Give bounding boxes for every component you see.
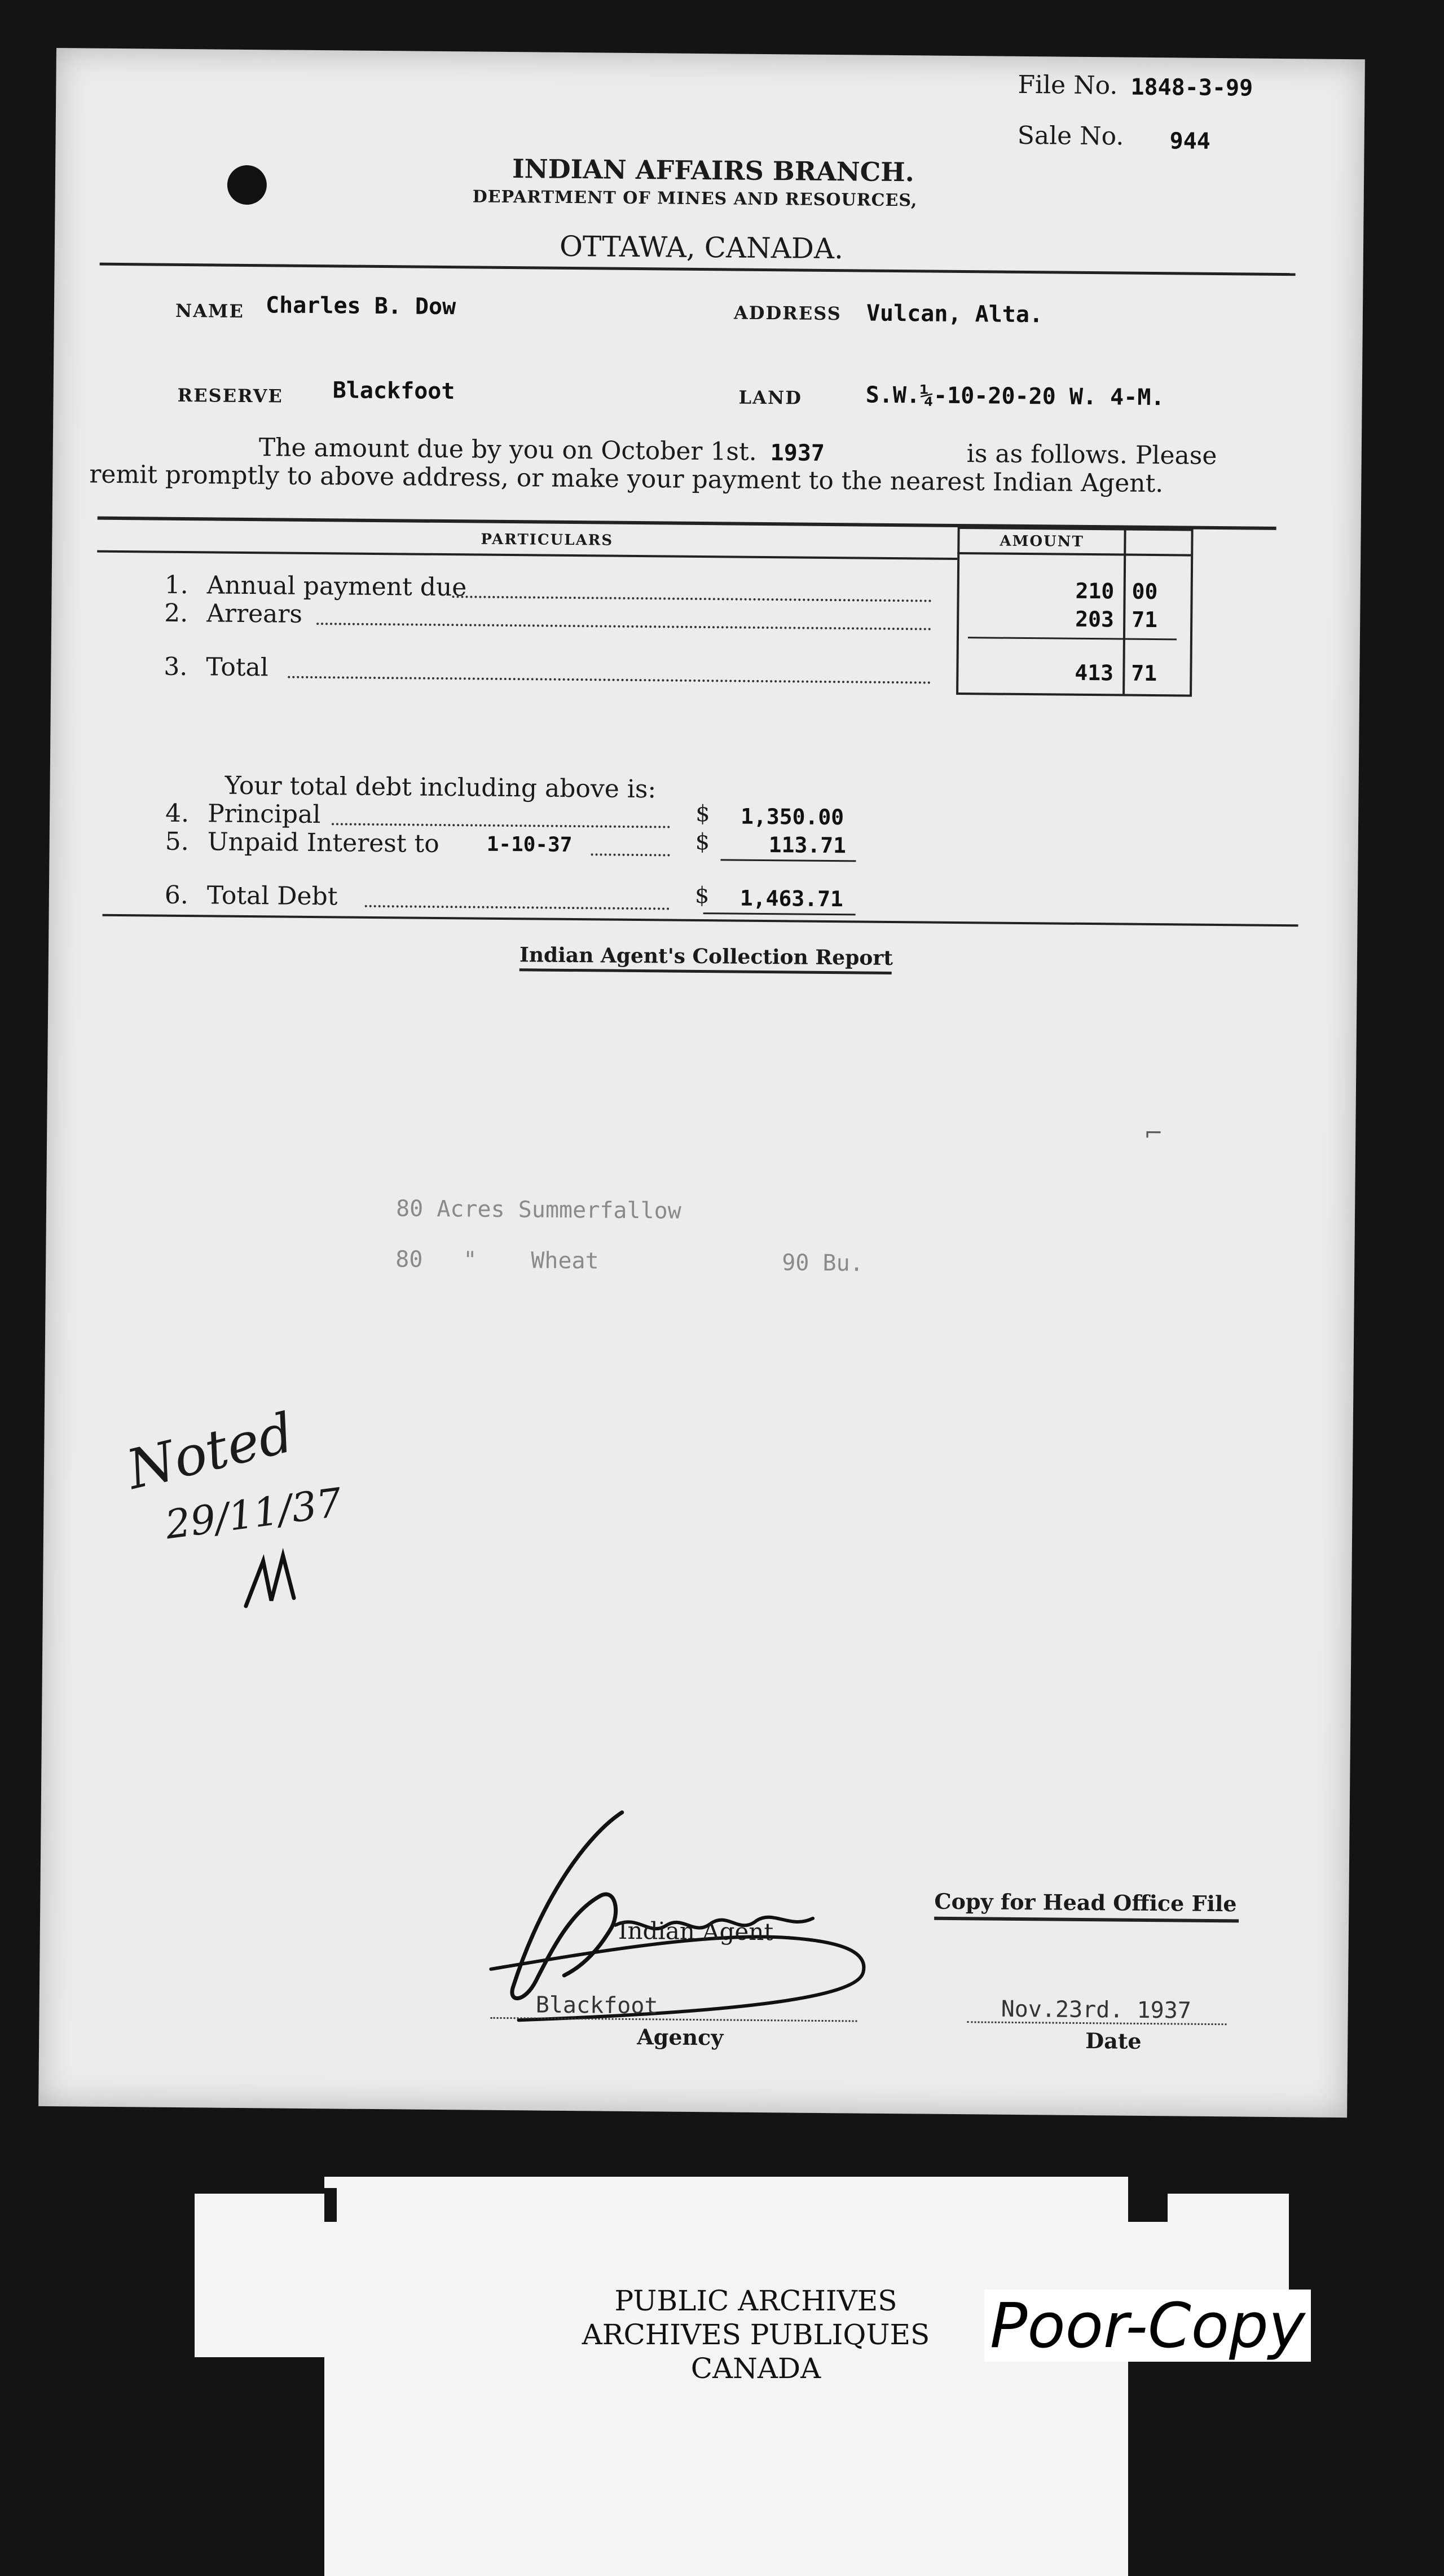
interest-label: Unpaid Interest to [207,827,439,858]
city-title: OTTAWA, CANADA. [559,230,844,266]
row-2-dollars: 203 [1075,606,1115,632]
collection-report-title: Indian Agent's Collection Report [519,943,893,971]
header-rule [100,263,1296,276]
punch-hole [227,165,267,205]
date-value: Nov.23rd. 1937 [1001,1996,1192,2024]
row-1-cents: 00 [1132,579,1158,605]
total-debt-leader [365,905,670,910]
archive-card-notch-right [1128,2188,1168,2222]
report-line-2-yield: 90 Bu. [782,1250,864,1277]
row-1-num: 1. [164,570,188,600]
land-label: LAND [738,386,803,409]
row-3-dollars: 413 [1075,660,1114,686]
reserve-label: RESERVE [177,384,283,407]
particulars-header: PARTICULARS [481,531,614,549]
interest-date: 1-10-37 [486,832,573,857]
total-debt-num: 6. [164,880,189,910]
principal-leader [332,823,670,828]
intro-line2: remit promptly to above address, or make your payment to the nearest Indian Agent. [89,460,1164,499]
interest-dollar: $ [695,828,710,855]
row-1-label: Annual payment due [206,571,467,602]
sale-no-value: 944 [1169,128,1211,155]
archive-line-3: CANADA [690,2352,821,2385]
indian-agent-label: Indian Agent [618,1916,774,1946]
archive-line-2: ARCHIVES PUBLIQUES [582,2318,930,2351]
debt-bottom-rule [103,914,1298,927]
total-debt-value: 1,463.71 [739,885,844,912]
interest-underline [720,859,856,862]
branch-title: INDIAN AFFAIRS BRANCH. [512,153,915,188]
row-1-leader [452,596,932,602]
archive-card-notch-left [324,2188,337,2222]
report-line-2-crop: Wheat [531,1247,599,1274]
row-2-label: Arrears [206,599,303,629]
intro-year: 1937 [770,440,825,466]
interest-num: 5. [165,827,189,857]
debt-intro: Your total debt including above is: [224,771,657,804]
archive-label [525,2284,987,2385]
report-line-1: 80 Acres Summerfallow [395,1196,681,1224]
agency-label: Agency [637,2024,724,2050]
amount-header: AMOUNT [1000,532,1084,550]
row-3-cents: 71 [1131,660,1157,686]
file-no-value: 1848-3-99 [1130,74,1253,102]
archive-line-1: PUBLIC ARCHIVES [614,2284,897,2317]
report-line-2-ditto: " [463,1247,477,1273]
stray-mark: ⌐ [1144,1120,1163,1147]
name-label: NAME [175,299,244,322]
land-value: S.W.¼-10-20-20 W. 4-M. [865,382,1165,411]
reserve-value: Blackfoot [332,377,455,405]
file-no-label: File No. [1018,70,1118,100]
row-3-num: 3. [164,652,188,682]
principal-dollar: $ [695,800,710,827]
form-sheet [38,48,1365,2118]
sale-no-label: Sale No. [1017,121,1124,151]
poor-copy-stamp: Poor-Copy [984,2290,1311,2362]
row-2-num: 2. [164,598,188,628]
handwritten-noted: Noted [121,1401,300,1502]
principal-num: 4. [165,799,190,828]
address-label: ADDRESS [733,302,842,325]
interest-leader [591,853,670,856]
row-2-cents: 71 [1132,607,1158,633]
interest-value: 113.71 [768,832,847,858]
handwritten-date: 29/11/37 [162,1479,345,1549]
row-3-leader [288,676,931,684]
address-value: Vulcan, Alta. [866,300,1044,328]
principal-label: Principal [207,799,321,830]
total-debt-underline [703,912,856,915]
row-2-leader [316,623,931,630]
row-3-label: Total [206,652,269,682]
handwritten-initial [240,1538,314,1612]
particulars-rule [97,550,957,560]
intro-text-a: The amount due by you on October 1st. [258,433,765,466]
agency-value: Blackfoot [535,1992,658,2019]
name-value: Charles B. Dow [265,292,456,320]
copy-for-head-office-label: Copy for Head Office File [934,1888,1237,1917]
department-title: DEPARTMENT OF MINES AND RESOURCES, [472,187,918,211]
report-line-2-qty: 80 [395,1246,423,1273]
row-1-dollars: 210 [1075,578,1115,604]
date-label: Date [1085,2028,1142,2054]
total-debt-label: Total Debt [206,881,338,911]
total-debt-dollar: $ [694,882,710,909]
principal-value: 1,350.00 [740,804,844,830]
intro-line1-end: is as follows. Please [966,439,1217,470]
